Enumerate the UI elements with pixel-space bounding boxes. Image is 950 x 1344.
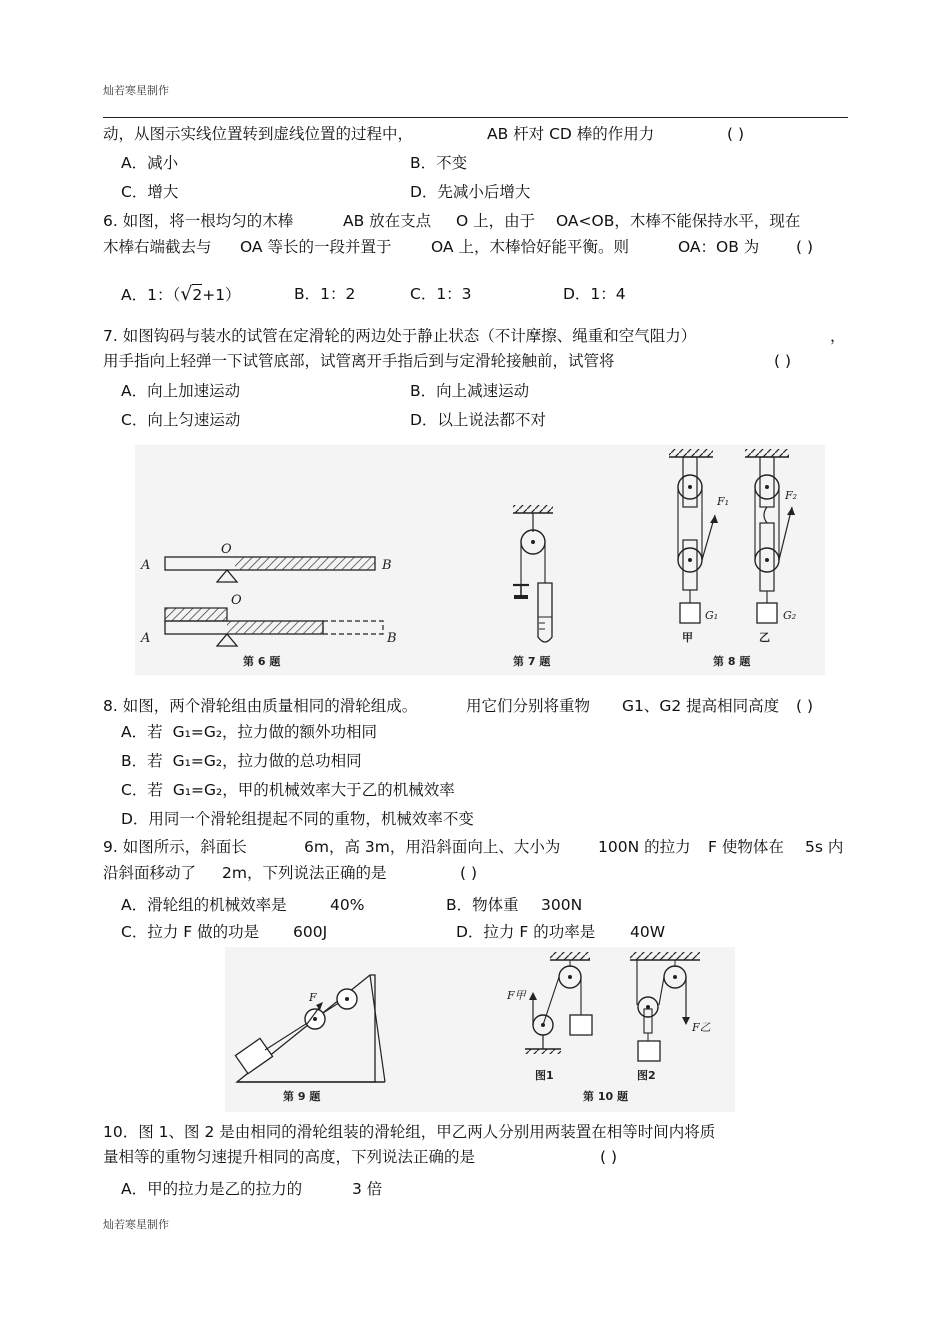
q8-option-d: D．用同一个滑轮组提起不同的重物，机械效率不变 bbox=[121, 810, 474, 828]
ceiling-10-1 bbox=[550, 952, 590, 960]
weight-10-2 bbox=[638, 1041, 660, 1061]
label-b-top: B bbox=[382, 558, 392, 573]
lower-axle-jia bbox=[688, 558, 692, 562]
upper-axle-yi bbox=[765, 485, 769, 489]
upper-axle-jia bbox=[688, 485, 692, 489]
q6-line1-b: AB 放在支点 bbox=[343, 212, 432, 230]
q7-line2: 用手指向上轻弹一下试管底部，试管离开手指后到与定滑轮接触前，试管将 bbox=[103, 352, 615, 370]
lower-axle-10-1 bbox=[541, 1023, 545, 1027]
caption-6: 第 6 题 bbox=[243, 655, 281, 668]
q9-line1-d: F 使物体在 bbox=[708, 838, 784, 856]
figure-strip-9-10 bbox=[225, 947, 735, 1112]
label-fyi: F乙 bbox=[692, 1021, 711, 1034]
page-header: 灿若寒星制作 bbox=[103, 84, 169, 97]
weight-g2 bbox=[757, 603, 777, 623]
q9-line2-b: 2m，下列说法正确的是 bbox=[222, 864, 387, 882]
q5-option-c: C．增大 bbox=[121, 183, 179, 201]
q7-option-d: D．以上说法都不对 bbox=[410, 411, 546, 429]
q9-paren: ( ) bbox=[460, 864, 478, 882]
caption-8: 第 8 题 bbox=[713, 655, 751, 668]
stick-top-hatch bbox=[235, 557, 375, 570]
q7-line1: 7. 如图钩码与装水的试管在定滑轮的两边处于静止状态（不计摩擦、绳重和空气阻力） bbox=[103, 327, 697, 345]
q9-line1-b: 6m，高 3m，用沿斜面向上、大小为 bbox=[304, 838, 561, 856]
label-fig1: 图1 bbox=[535, 1069, 554, 1082]
ceiling-yi bbox=[745, 449, 789, 457]
fixed-axle-10-1 bbox=[568, 975, 572, 979]
sqrt-sign-icon: √ bbox=[180, 283, 193, 305]
label-f2: F₂ bbox=[785, 489, 798, 502]
q6-option-a-radicand: 2 bbox=[192, 286, 203, 304]
moving-axle-9 bbox=[313, 1017, 317, 1021]
page-footer: 灿若寒星制作 bbox=[103, 1218, 169, 1231]
q8-option-c bbox=[121, 780, 455, 800]
q10-line2: 量相等的重物匀速提升相同的高度，下列说法正确的是 bbox=[103, 1148, 476, 1166]
header-rule bbox=[103, 117, 848, 118]
q9-option-c-value: 600J bbox=[293, 923, 328, 941]
q8-option-b-post: ，拉力做的总功相同 bbox=[222, 752, 362, 770]
caption-10: 第 10 题 bbox=[583, 1090, 628, 1103]
caption-9: 第 9 题 bbox=[283, 1090, 321, 1103]
q5-option-d: D．先减小后增大 bbox=[410, 183, 531, 201]
label-fig2: 图2 bbox=[637, 1069, 656, 1082]
q6-option-c: C．1：3 bbox=[410, 285, 472, 303]
q5-option-b: B．不变 bbox=[410, 154, 468, 172]
q6-line2-d: OA：OB 为 bbox=[678, 238, 760, 256]
label-f1: F₁ bbox=[717, 495, 730, 508]
label-g1: G₁ bbox=[705, 609, 719, 622]
label-o-top: O bbox=[221, 542, 232, 557]
q6-line1-c: O 上，由于 bbox=[456, 212, 536, 230]
q6-option-a-post: +1） bbox=[202, 286, 241, 304]
fixed-axle-9 bbox=[345, 997, 349, 1001]
q8-line1-c: G1、G2 提高相同高度 bbox=[622, 697, 780, 715]
q9-option-b: B．物体重 bbox=[446, 896, 519, 914]
q8-line1-a: 8. 如图，两个滑轮组由质量相同的滑轮组成。 bbox=[103, 697, 418, 715]
q9-option-d: D．拉力 F 的功率是 bbox=[456, 923, 596, 941]
q6-option-b: B．1：2 bbox=[294, 285, 356, 303]
q9-option-b-value: 300N bbox=[541, 896, 583, 914]
q10-line1: 10．图 1、图 2 是由相同的滑轮组装的滑轮组，甲乙两人分别用两装置在相等时间内将质 bbox=[103, 1123, 716, 1141]
fixed-axle-10-2 bbox=[673, 975, 677, 979]
q8-line1-b: 用它们分别将重物 bbox=[466, 697, 591, 715]
q6-line1-a: 6. 如图，将一根均匀的木棒 bbox=[103, 212, 294, 230]
pulley-axle-7 bbox=[531, 540, 535, 544]
lower-axle-yi bbox=[765, 558, 769, 562]
q8-option-b-pre: B．若 bbox=[121, 752, 163, 770]
label-o-bottom: O bbox=[231, 593, 242, 608]
q9-option-a-value: 40% bbox=[330, 896, 365, 914]
q9-option-a: A．滑轮组的机械效率是 bbox=[121, 896, 287, 914]
q5-option-a: A．减小 bbox=[121, 154, 179, 172]
q6-line2-a: 木棒右端截去与 bbox=[103, 238, 212, 256]
q9-line1-a: 9. 如图所示，斜面长 bbox=[103, 838, 247, 856]
q9-option-d-value: 40W bbox=[630, 923, 666, 941]
q6-option-a bbox=[121, 284, 241, 305]
ceiling-10-2 bbox=[630, 952, 700, 960]
q6-line2-c: OA 上，木棒恰好能平衡。则 bbox=[431, 238, 629, 256]
ceiling-7 bbox=[513, 505, 553, 513]
q7-option-b: B．向上减速运动 bbox=[410, 382, 530, 400]
q8-option-a-g: G₁=G₂ bbox=[172, 723, 223, 741]
moving-axle-10-2 bbox=[646, 1005, 650, 1009]
q10-option-a-value: 3 倍 bbox=[352, 1180, 383, 1198]
q7-paren: ( ) bbox=[774, 352, 792, 370]
q7-line1-comma: ， bbox=[830, 327, 846, 345]
q8-option-c-g: G₁=G₂ bbox=[172, 781, 223, 799]
label-fjia: F甲 bbox=[507, 989, 526, 1002]
q7-option-a: A．向上加速运动 bbox=[121, 382, 241, 400]
q8-option-a-post: ，拉力做的额外功相同 bbox=[222, 723, 378, 741]
q5-paren: ( ) bbox=[727, 125, 745, 143]
q6-paren: ( ) bbox=[796, 238, 814, 256]
label-jia: 甲 bbox=[682, 631, 693, 644]
label-b-bottom: B bbox=[387, 631, 397, 646]
label-a-bottom: A bbox=[141, 631, 151, 646]
label-yi: 乙 bbox=[759, 631, 770, 644]
q9-line1-c: 100N 的拉力 bbox=[598, 838, 691, 856]
q10-paren: ( ) bbox=[600, 1148, 618, 1166]
q5-stem: 动，从图示实线位置转到虚线位置的过程中， bbox=[103, 125, 414, 143]
label-g2: G₂ bbox=[783, 609, 797, 622]
q7-option-c: C．向上匀速运动 bbox=[121, 411, 241, 429]
q6-line1-d: OA<OB，木棒不能保持水平，现在 bbox=[556, 212, 801, 230]
q8-option-a bbox=[121, 722, 377, 742]
label-a-top: A bbox=[141, 558, 151, 573]
q9-line1-e: 5s 内 bbox=[805, 838, 844, 856]
q8-paren: ( ) bbox=[796, 697, 814, 715]
q9-line2-a: 沿斜面移动了 bbox=[103, 864, 197, 882]
ceiling-jia bbox=[669, 449, 713, 457]
caption-7: 第 7 题 bbox=[513, 655, 551, 668]
label-f-9: F bbox=[309, 991, 317, 1004]
q8-option-b bbox=[121, 751, 362, 771]
q8-option-a-pre: A．若 bbox=[121, 723, 163, 741]
q6-line2-b: OA 等长的一段并置于 bbox=[240, 238, 392, 256]
stick-bottom-hatch bbox=[227, 621, 323, 634]
q9-option-c: C．拉力 F 做的功是 bbox=[121, 923, 260, 941]
q6-option-a-pre: A．1：（ bbox=[121, 286, 181, 304]
weight-10-1 bbox=[570, 1015, 592, 1035]
q8-option-c-pre: C．若 bbox=[121, 781, 163, 799]
q8-option-c-post: ，甲的机械效率大于乙的机械效率 bbox=[222, 781, 455, 799]
weight-g1 bbox=[680, 603, 700, 623]
q6-option-d: D．1：4 bbox=[563, 285, 626, 303]
weight-7-bottom bbox=[514, 595, 528, 599]
figure-strip-6-7-8 bbox=[135, 445, 825, 675]
cut-piece bbox=[165, 608, 227, 621]
q8-option-b-g: G₁=G₂ bbox=[172, 752, 223, 770]
q10-option-a: A．甲的拉力是乙的拉力的 bbox=[121, 1180, 303, 1198]
q5-stem-b: AB 杆对 CD 棒的作用力 bbox=[487, 125, 655, 143]
